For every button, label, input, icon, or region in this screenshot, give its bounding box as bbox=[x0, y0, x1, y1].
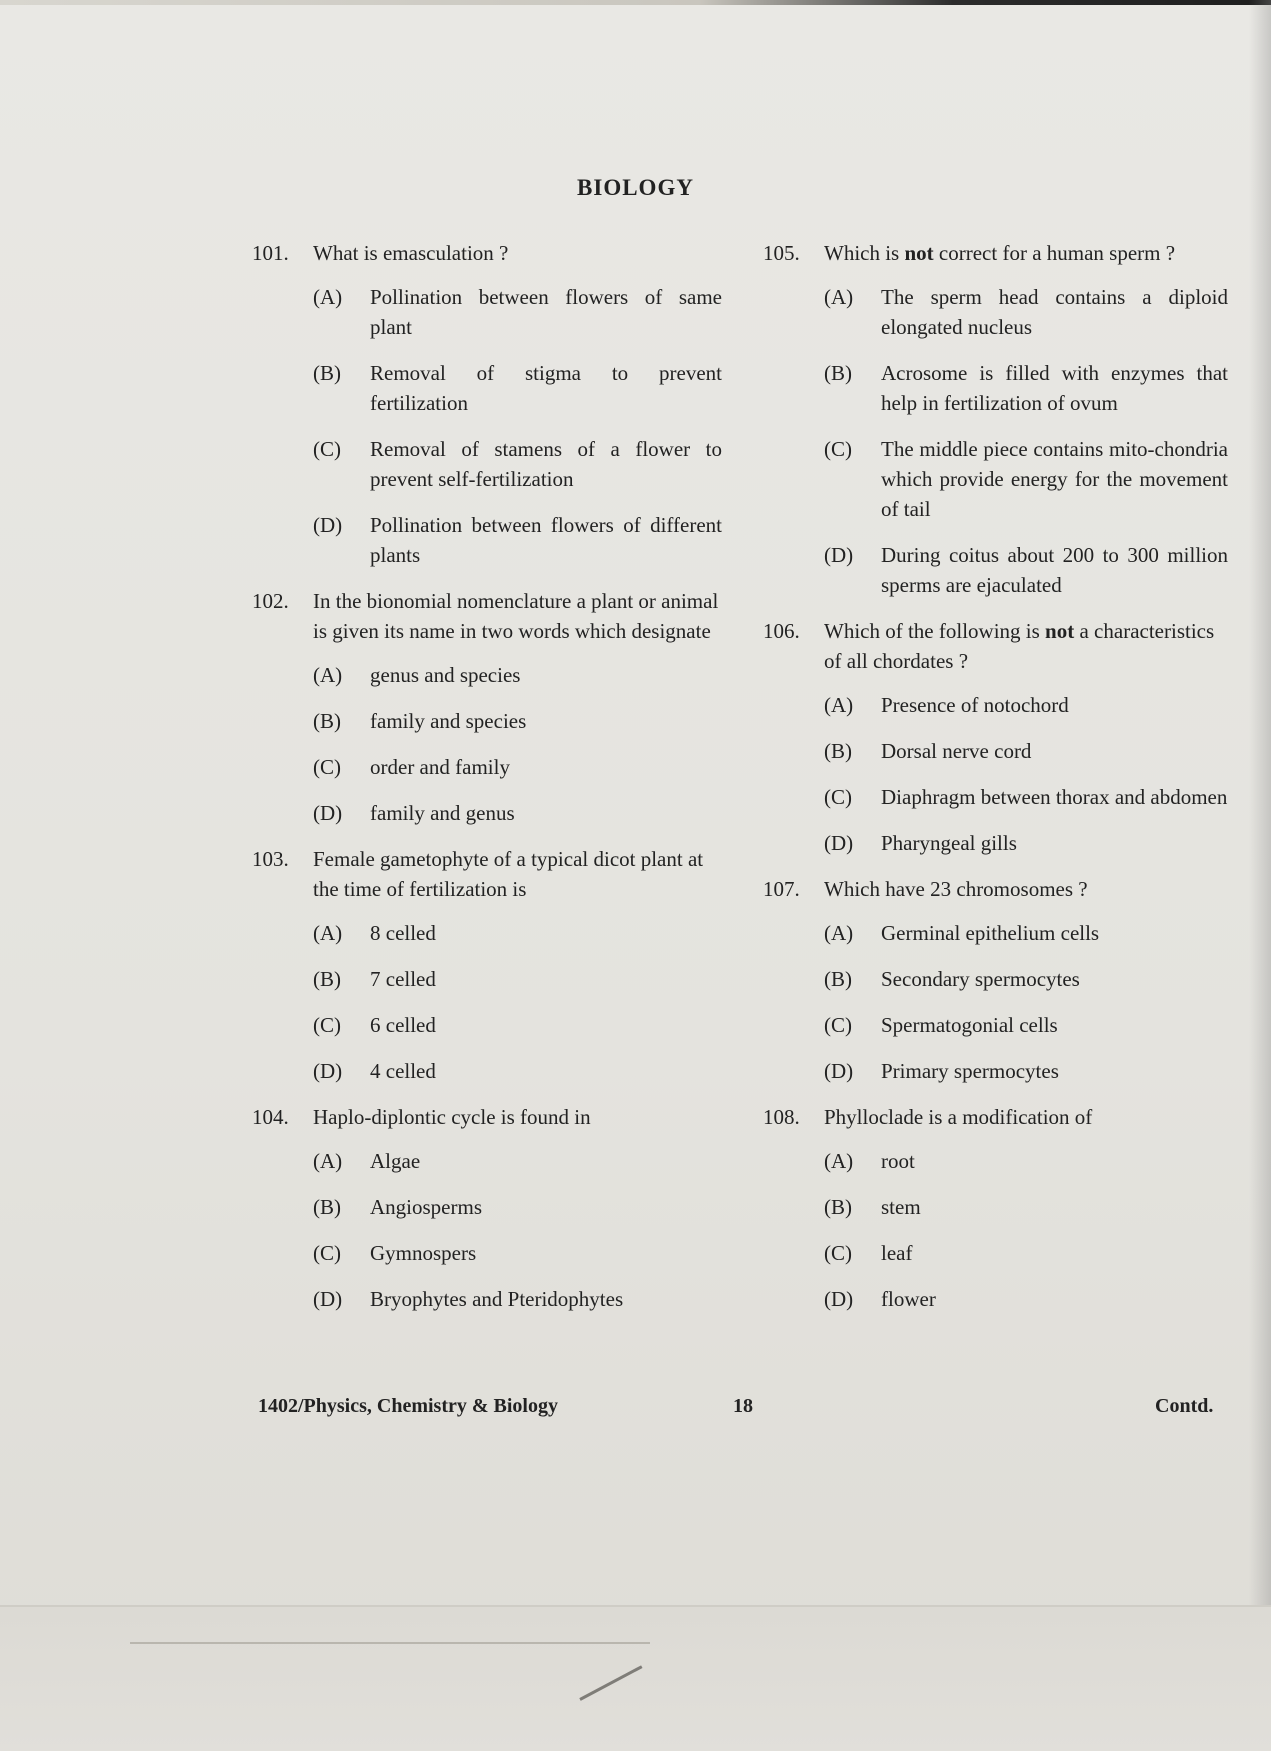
question-number: 106. bbox=[763, 619, 800, 643]
option-text: genus and species bbox=[370, 663, 521, 687]
option-letter: (A) bbox=[824, 921, 854, 945]
option-text: leaf bbox=[881, 1241, 913, 1265]
option-text: Angiosperms bbox=[370, 1195, 482, 1219]
question-text-part: Phylloclade is a modification of bbox=[824, 1105, 1093, 1129]
question-item bbox=[763, 1102, 1228, 1314]
question-stem bbox=[252, 238, 722, 268]
option-item bbox=[824, 1192, 1228, 1222]
option-letter: (B) bbox=[824, 1195, 852, 1219]
question-stem bbox=[763, 238, 1228, 268]
option-text: Pharyngeal gills bbox=[881, 831, 1017, 855]
option-letter: (D) bbox=[313, 513, 343, 537]
option-item bbox=[313, 1238, 722, 1268]
scan-top-edge bbox=[0, 0, 1271, 5]
option-list bbox=[313, 918, 722, 1086]
section-heading: BIOLOGY bbox=[577, 175, 694, 200]
question-item bbox=[763, 616, 1228, 858]
option-letter: (A) bbox=[824, 1149, 854, 1173]
option-text: Spermatogonial cells bbox=[881, 1013, 1058, 1037]
option-letter: (D) bbox=[824, 1287, 854, 1311]
option-text: Acrosome is filled with enzymes that help in fertilization of ovum bbox=[881, 361, 1228, 415]
option-item bbox=[824, 282, 1228, 342]
question-text bbox=[824, 238, 1228, 268]
option-item bbox=[824, 690, 1228, 720]
option-item bbox=[313, 706, 722, 736]
option-item bbox=[313, 1284, 722, 1314]
option-letter: (A) bbox=[824, 693, 854, 717]
option-text: Secondary spermocytes bbox=[881, 967, 1080, 991]
option-list bbox=[313, 282, 722, 570]
option-text: flower bbox=[881, 1287, 936, 1311]
question-text bbox=[824, 874, 1228, 904]
question-number: 104. bbox=[252, 1105, 289, 1129]
option-letter: (B) bbox=[313, 1195, 341, 1219]
option-item bbox=[824, 782, 1228, 812]
option-letter: (C) bbox=[313, 1013, 341, 1037]
option-letter: (C) bbox=[824, 785, 852, 809]
question-item bbox=[252, 844, 722, 1086]
option-item bbox=[824, 1010, 1228, 1040]
option-letter: (C) bbox=[824, 1013, 852, 1037]
option-text: 8 celled bbox=[370, 921, 436, 945]
option-letter: (B) bbox=[824, 967, 852, 991]
footer-continued: Contd. bbox=[1155, 1395, 1214, 1417]
option-text: During coitus about 200 to 300 million sperms are ejaculated bbox=[881, 543, 1228, 597]
option-list bbox=[313, 660, 722, 828]
question-text-part: Which of the following is bbox=[824, 619, 1046, 643]
option-text: Germinal epithelium cells bbox=[881, 921, 1100, 945]
question-stem bbox=[763, 874, 1228, 904]
option-text: 7 celled bbox=[370, 967, 436, 991]
question-text-part: Which is bbox=[824, 241, 905, 265]
option-text: Removal of stigma to prevent fertilization bbox=[370, 361, 722, 415]
option-list bbox=[824, 1146, 1228, 1314]
option-text: Bryophytes and Pteridophytes bbox=[370, 1287, 624, 1311]
question-number: 102. bbox=[252, 589, 289, 613]
right-column bbox=[763, 238, 1228, 1330]
option-item bbox=[313, 510, 722, 570]
option-letter: (A) bbox=[313, 1149, 343, 1173]
option-item bbox=[824, 828, 1228, 858]
question-text-part: a characteristics of all chordates ? bbox=[824, 619, 1215, 673]
option-letter: (D) bbox=[313, 1287, 343, 1311]
option-text: Algae bbox=[370, 1149, 421, 1173]
question-item bbox=[763, 874, 1228, 1086]
option-text: Gymnospers bbox=[370, 1241, 477, 1265]
option-item bbox=[824, 1238, 1228, 1268]
option-text: Presence of notochord bbox=[881, 693, 1069, 717]
option-text: Pollination between flowers of same plant bbox=[370, 285, 722, 339]
question-stem bbox=[252, 844, 722, 904]
option-letter: (D) bbox=[824, 831, 854, 855]
question-emphasis: not bbox=[904, 241, 934, 265]
question-text: What is emasculation ? bbox=[313, 241, 509, 265]
option-item bbox=[313, 660, 722, 690]
option-item bbox=[824, 434, 1228, 524]
option-item bbox=[824, 918, 1228, 948]
option-text: family and genus bbox=[370, 801, 515, 825]
option-list bbox=[824, 918, 1228, 1086]
option-item bbox=[824, 1284, 1228, 1314]
option-list bbox=[824, 282, 1228, 600]
option-item bbox=[313, 434, 722, 494]
footer-page-number: 18 bbox=[733, 1395, 753, 1417]
option-letter: (A) bbox=[313, 663, 343, 687]
question-text-part: correct for a human sperm ? bbox=[933, 241, 1176, 265]
option-text: Removal of stamens of a flower to prevent self-fertilization bbox=[370, 437, 722, 491]
option-item bbox=[824, 1056, 1228, 1086]
question-stem bbox=[252, 1102, 722, 1132]
question-stem bbox=[763, 616, 1228, 676]
option-text: order and family bbox=[370, 755, 510, 779]
option-letter: (C) bbox=[313, 755, 341, 779]
option-letter: (B) bbox=[313, 361, 341, 385]
fold-line bbox=[130, 1642, 650, 1644]
question-stem bbox=[763, 1102, 1228, 1132]
option-list bbox=[313, 1146, 722, 1314]
option-letter: (B) bbox=[313, 967, 341, 991]
option-text: stem bbox=[881, 1195, 921, 1219]
question-stem bbox=[252, 586, 722, 646]
option-letter: (D) bbox=[313, 801, 343, 825]
question-text: In the bionomial nomenclature a plant or animal is given its name in two words which designate bbox=[313, 589, 719, 643]
option-item bbox=[313, 1146, 722, 1176]
option-letter: (D) bbox=[313, 1059, 343, 1083]
scan-bottom-fold bbox=[0, 1605, 1271, 1751]
question-number: 107. bbox=[763, 877, 800, 901]
question-text-part: Which have 23 chromosomes ? bbox=[824, 877, 1088, 901]
option-item bbox=[824, 1146, 1228, 1176]
question-text bbox=[824, 1102, 1228, 1132]
option-text: Diaphragm between thorax and abdomen bbox=[881, 785, 1228, 809]
question-item bbox=[252, 1102, 722, 1314]
option-item bbox=[313, 918, 722, 948]
option-letter: (D) bbox=[824, 1059, 854, 1083]
option-item bbox=[313, 964, 722, 994]
question-number: 101. bbox=[252, 241, 289, 265]
option-text: The middle piece contains mito-chondria which provide energy for the movement of tail bbox=[881, 437, 1228, 521]
question-item bbox=[252, 586, 722, 828]
option-item bbox=[824, 736, 1228, 766]
option-letter: (C) bbox=[824, 1241, 852, 1265]
option-text: Pollination between flowers of different plants bbox=[370, 513, 722, 567]
option-list bbox=[824, 690, 1228, 858]
footer-paper-code: 1402/Physics, Chemistry & Biology bbox=[258, 1395, 558, 1417]
option-text: Dorsal nerve cord bbox=[881, 739, 1032, 763]
option-item bbox=[824, 540, 1228, 600]
option-letter: (B) bbox=[824, 739, 852, 763]
option-letter: (C) bbox=[313, 437, 341, 461]
option-letter: (A) bbox=[313, 921, 343, 945]
option-item bbox=[313, 752, 722, 782]
option-letter: (B) bbox=[313, 709, 341, 733]
option-letter: (A) bbox=[824, 285, 854, 309]
option-text: The sperm head contains a diploid elongated nucleus bbox=[881, 285, 1228, 339]
scan-right-shadow bbox=[1249, 0, 1271, 1751]
option-letter: (A) bbox=[313, 285, 343, 309]
option-text: family and species bbox=[370, 709, 527, 733]
option-letter: (B) bbox=[824, 361, 852, 385]
option-letter: (D) bbox=[824, 543, 854, 567]
option-text: 6 celled bbox=[370, 1013, 436, 1037]
question-number: 108. bbox=[763, 1105, 800, 1129]
option-item bbox=[824, 358, 1228, 418]
option-letter: (C) bbox=[313, 1241, 341, 1265]
option-item bbox=[313, 358, 722, 418]
option-item bbox=[313, 1192, 722, 1222]
question-item bbox=[763, 238, 1228, 600]
question-text: Female gametophyte of a typical dicot plant at the time of fertilization is bbox=[313, 847, 704, 901]
option-text: 4 celled bbox=[370, 1059, 436, 1083]
option-item bbox=[313, 798, 722, 828]
option-item bbox=[313, 282, 722, 342]
question-text: Haplo-diplontic cycle is found in bbox=[313, 1105, 591, 1129]
left-column bbox=[252, 238, 722, 1330]
option-text: root bbox=[881, 1149, 915, 1173]
option-item bbox=[313, 1056, 722, 1086]
option-item bbox=[824, 964, 1228, 994]
question-emphasis: not bbox=[1045, 619, 1075, 643]
question-text bbox=[824, 616, 1228, 676]
question-number: 105. bbox=[763, 241, 800, 265]
option-text: Primary spermocytes bbox=[881, 1059, 1059, 1083]
question-item bbox=[252, 238, 722, 570]
option-letter: (C) bbox=[824, 437, 852, 461]
question-number: 103. bbox=[252, 847, 289, 871]
option-item bbox=[313, 1010, 722, 1040]
